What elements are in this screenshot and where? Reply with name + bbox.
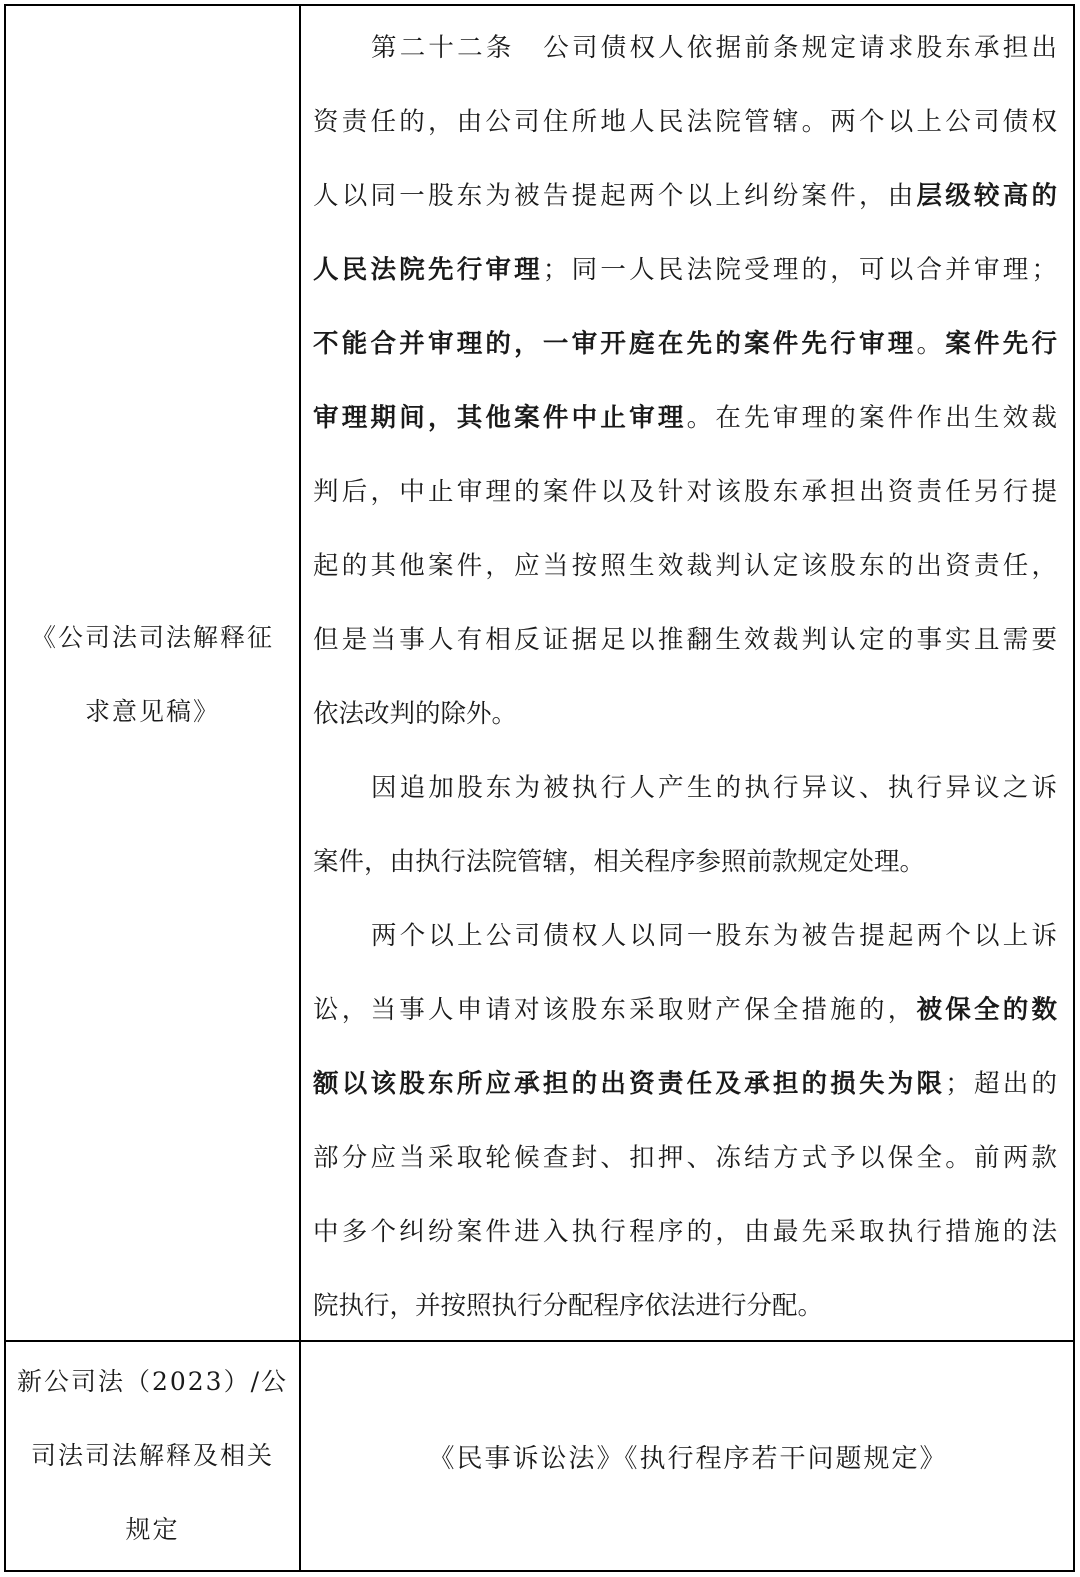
row1-label-line: 求意见稿》 [84, 697, 220, 726]
text-line [313, 694, 1057, 734]
bold-text-segment: 审理期间，其他案件中止审理 [313, 403, 687, 433]
comparison-table [4, 4, 1075, 1572]
text-line [313, 472, 1057, 512]
bold-text-segment: 额以该股东所应承担的出资责任及承担的损失为限 [313, 1069, 946, 1099]
text-segment: 资责任的，由公司住所地人民法院管辖。两个以上公司债权 [313, 107, 1057, 137]
text-segment: 。 [916, 329, 946, 359]
text-line [313, 102, 1057, 142]
row2-label-line: 司法司法解释及相关 [30, 1441, 274, 1470]
row2-content [303, 1344, 1073, 1568]
text-line [313, 1064, 1057, 1104]
text-line [313, 324, 1057, 364]
text-segment: 两个以上公司债权人以同一股东为被告提起两个以上诉 [371, 921, 1057, 951]
text-line [313, 176, 1057, 216]
text-line [313, 1212, 1057, 1252]
text-segment: 案件，由执行法院管辖，相关程序参照前款规定处理。 [313, 847, 926, 877]
text-line [313, 250, 1057, 290]
text-segment: 第二十二条 公司债权人依据前条规定请求股东承担出 [371, 33, 1057, 63]
text-segment: ；同一人民法院受理的，可以合并审理； [542, 255, 1057, 285]
row1-label-line: 《公司法司法解释征 [30, 623, 274, 652]
text-segment: 。在先审理的案件作出生效裁 [686, 403, 1057, 433]
text-segment: 讼，当事人申请对该股东采取财产保全措施的， [313, 995, 917, 1025]
text-line [313, 546, 1057, 586]
text-line [313, 620, 1057, 660]
text-line [313, 916, 1057, 956]
text-line [313, 842, 1057, 882]
text-segment: 因追加股东为被执行人产生的执行异议、执行异议之诉 [371, 773, 1057, 803]
text-segment: 起的其他案件，应当按照生效裁判认定该股东的出资责任， [313, 551, 1057, 581]
column-divider [299, 6, 301, 1570]
row1-label [6, 6, 299, 1340]
text-segment: 依法改判的除外。 [313, 699, 518, 729]
bold-text-segment: 人民法院先行审理 [313, 255, 543, 285]
text-segment: 部分应当采取轮候查封、扣押、冻结方式予以保全。前两款 [313, 1143, 1057, 1173]
text-line [313, 28, 1057, 68]
bold-text-segment: 被保全的数 [916, 995, 1057, 1025]
text-line [313, 1286, 1057, 1326]
text-line [313, 398, 1057, 438]
bold-text-segment: 层级较高的 [916, 181, 1057, 211]
text-segment: 判后，中止审理的案件以及针对该股东承担出资责任另行提 [313, 477, 1057, 507]
text-line [313, 1138, 1057, 1178]
text-segment: ；超出的 [945, 1069, 1057, 1099]
row2-label-line: 新公司法（2023）/公 [16, 1367, 289, 1396]
row2-label-line: 规定 [125, 1515, 180, 1544]
text-segment: 中多个纠纷案件进入执行程序的，由最先采取执行措施的法 [313, 1217, 1057, 1247]
text-segment: 人以同一股东为被告提起两个以上纠纷案件，由 [313, 181, 917, 211]
bold-text-segment: 案件先行 [945, 329, 1057, 359]
text-line [313, 768, 1057, 808]
text-segment: 但是当事人有相反证据足以推翻生效裁判认定的事实且需要 [313, 625, 1057, 655]
row2-label [6, 1342, 299, 1570]
bold-text-segment: 不能合并审理的，一审开庭在先的案件先行审理 [313, 329, 917, 359]
text-line [313, 990, 1057, 1030]
text-segment: 院执行，并按照执行分配程序依法进行分配。 [313, 1291, 824, 1321]
related-laws-text: 《民事诉讼法》《执行程序若干问题规定》 [428, 1443, 948, 1474]
